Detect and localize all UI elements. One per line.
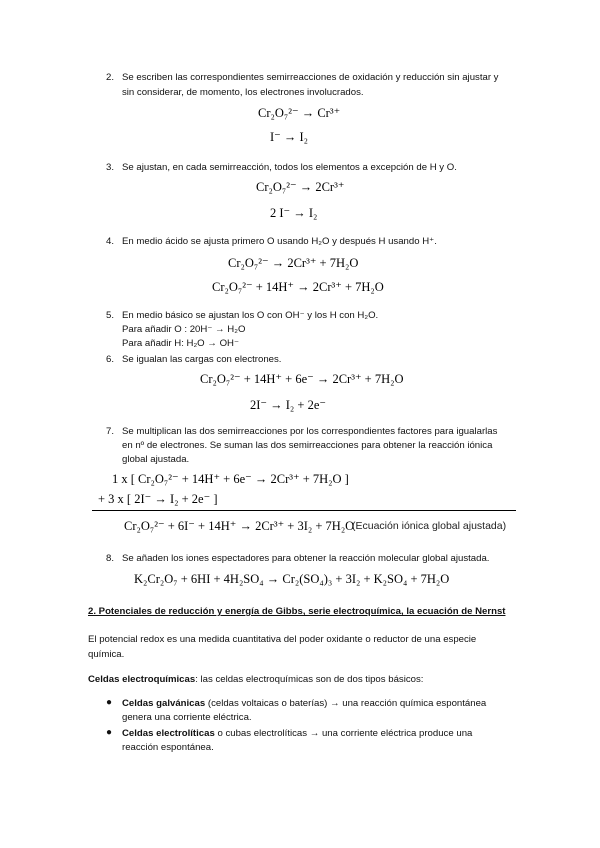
equation-s7a: 1 x [ Cr₂O₇²⁻ + 14H⁺ + 6e⁻ → 2Cr³⁺ + 7H₂O ] xyxy=(112,472,349,486)
equation-s2a: Cr₂O₇²⁻ → Cr³⁺ xyxy=(258,106,341,120)
equation-s7c-note: (Ecuación iónica global ajustada) xyxy=(352,520,507,532)
step-5-line2: Para añadir O : 20H⁻ → H₂O xyxy=(122,324,246,335)
step-6 xyxy=(106,354,281,366)
step-7-line3: global ajustada. xyxy=(122,454,190,465)
bullet-icon: ● xyxy=(106,727,113,738)
equation-s4a: Cr₂O₇²⁻ → 2Cr³⁺ + 7H₂O xyxy=(228,256,359,270)
equation-s2b: I⁻ → I₂ xyxy=(270,130,309,144)
step-text: Se añaden los iones espectadores para obtener la reacción molecular global ajustada. xyxy=(122,553,490,564)
equation-s8: K₂Cr₂O₇ + 6HI + 4H₂SO₄ → Cr₂(SO₄)₃ + 3I₂ + K₂SO₄ + 7H₂O xyxy=(134,572,450,586)
bullet-text: (celdas voltaicas o baterías) → una reacción química espontánea xyxy=(205,698,487,709)
celdas-rest: : las celdas electroquímicas son de dos tipos básicos: xyxy=(195,674,424,685)
step-number: 6. xyxy=(106,354,115,365)
bullet-galvanicas xyxy=(122,698,486,710)
bullet-galvanicas-line2: genera una corriente eléctrica. xyxy=(122,712,252,723)
step-text: Se escriben las correspondientes semirreacciones de oxidación y reducción sin ajustar y xyxy=(122,72,499,83)
step-5 xyxy=(106,310,378,322)
step-number: 5. xyxy=(106,310,115,321)
step-text: Se ajustan, en cada semirreacción, todos los elementos a excepción de H y O. xyxy=(122,162,457,173)
step-2-line2: sin considerar, de momento, los electrones involucrados. xyxy=(122,87,364,98)
intro-line2: química. xyxy=(88,649,125,660)
bullet-electroliticas-line2: reacción espontánea. xyxy=(122,742,214,753)
step-7 xyxy=(106,426,497,438)
section-heading: 2. Potenciales de reducción y energía de Gibbs, serie electroquímica, la ecuación de Nernst xyxy=(88,606,506,617)
equation-s7c: Cr₂O₇²⁻ + 6I⁻ + 14H⁺ → 2Cr³⁺ + 3I₂ + 7H₂O xyxy=(124,519,355,533)
equation-s3b: 2 I⁻ → I₂ xyxy=(270,206,318,220)
step-text: En medio básico se ajustan los O con OH⁻ y los H con H₂O. xyxy=(122,310,379,321)
bullet-icon: ● xyxy=(106,697,113,708)
equation-s3a: Cr₂O₇²⁻ → 2Cr³⁺ xyxy=(256,180,345,194)
equation-s4b: Cr₂O₇²⁻ + 14H⁺ → 2Cr³⁺ + 7H₂O xyxy=(212,280,384,294)
step-4 xyxy=(106,236,437,248)
step-number: 2. xyxy=(106,72,115,83)
step-7-line2: en nº de electrones. Se suman las dos semirreacciones para obtener la reacción iónica xyxy=(122,440,493,451)
celdas-label: Celdas electroquímicas xyxy=(88,674,196,685)
step-number: 7. xyxy=(106,426,115,437)
equation-s6b: 2I⁻ → I₂ + 2e⁻ xyxy=(250,398,326,412)
intro-line1: El potencial redox es una medida cuantitativa del poder oxidante o reductor de una especie xyxy=(88,634,477,645)
step-5-line3: Para añadir H: H₂O → OH⁻ xyxy=(122,338,240,349)
step-3 xyxy=(106,162,457,174)
bullet-label: Celdas galvánicas xyxy=(122,698,206,709)
celdas-paragraph xyxy=(88,674,423,686)
equation-s7b: + 3 x [ 2I⁻ → I₂ + 2e⁻ ] xyxy=(98,492,218,506)
step-text: Se multiplican las dos semirreacciones por los correspondientes factores para igualarlas xyxy=(122,426,498,437)
equation-s6a: Cr₂O₇²⁻ + 14H⁺ + 6e⁻ → 2Cr³⁺ + 7H₂O xyxy=(200,372,404,386)
step-text: Se igualan las cargas con electrones. xyxy=(122,354,282,365)
step-number: 4. xyxy=(106,236,115,247)
step-number: 3. xyxy=(106,162,115,173)
step-2 xyxy=(106,72,498,84)
bullet-electroliticas xyxy=(122,728,472,740)
bullet-text: o cubas electrolíticas → una corriente eléctrica produce una xyxy=(214,728,473,739)
step-number: 8. xyxy=(106,553,115,564)
step-8 xyxy=(106,553,489,565)
bullet-label: Celdas electrolíticas xyxy=(122,728,215,739)
step-text: En medio ácido se ajusta primero O usando H₂O y después H usando H⁺. xyxy=(122,236,437,247)
sum-line xyxy=(92,510,516,511)
